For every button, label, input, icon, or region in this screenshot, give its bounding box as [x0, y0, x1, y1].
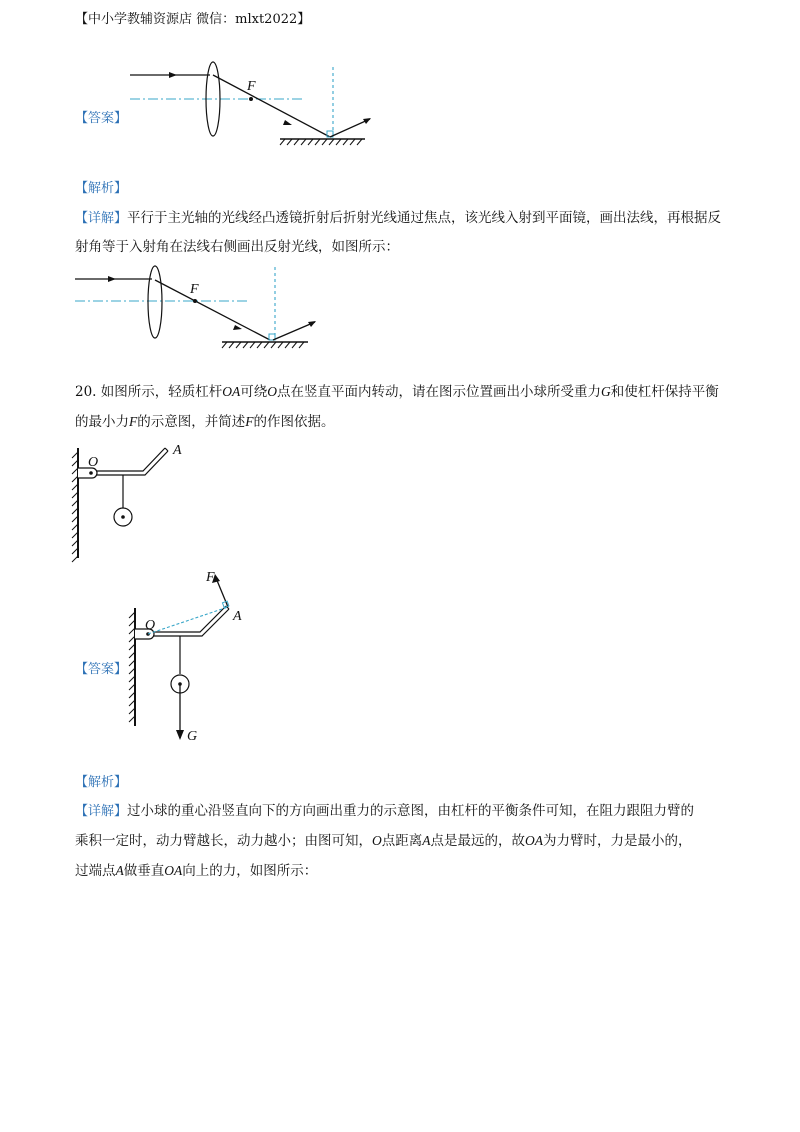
- end-label: A: [173, 443, 182, 458]
- page-header: 【中小学教辅资源店 微信：mlxt2022】: [75, 12, 311, 27]
- q-var: F: [245, 414, 254, 429]
- detail-line-1: [75, 797, 725, 826]
- focus-label: F: [247, 79, 256, 94]
- q-var: O: [372, 833, 382, 848]
- detail-text: 过小球的重心沿竖直向下的方向画出重力的示意图，由杠杆的平衡条件可知，在阻力跟阻力臂的: [127, 803, 695, 819]
- q-var: OA: [222, 384, 241, 399]
- q19-detail-text: 平行于主光轴的光线经凸透镜折射后折射光线通过焦点，该光线入射到平面镜，画出法线，再根据反射角等于入射角在法线右侧画出反射光线，如图所示：: [75, 210, 722, 255]
- q-var: A: [422, 833, 431, 848]
- q19-answer-diagram: [125, 55, 385, 155]
- q20-answer-tag: 【答案】: [75, 662, 128, 677]
- q19-detail: [75, 204, 725, 262]
- detail-text: 乘积一定时，动力臂越长，动力越小；由图可知，: [75, 833, 372, 849]
- q-text: 的示意图，并简述: [137, 414, 246, 430]
- q-text: 和使杠杆保持平衡的最小力: [75, 384, 719, 430]
- q20-detail: [75, 797, 725, 886]
- end-label: A: [233, 609, 242, 624]
- q20-analysis-tag: 【解析】: [75, 775, 128, 790]
- detail-text: 做垂直: [123, 863, 165, 879]
- q-var: A: [115, 863, 124, 878]
- detail-text: 向上的力，如图所示：: [182, 863, 318, 879]
- gravity-label: G: [187, 729, 198, 744]
- q-text: 点在竖直平面内转动，请在图示位置画出小球所受重力: [277, 384, 602, 400]
- detail-text: 为力臂时，力是最小的，: [543, 833, 692, 849]
- q19-detail-diagram: [70, 262, 330, 357]
- force-label: F: [206, 570, 215, 585]
- q-var: OA: [525, 833, 543, 848]
- q20-answer-diagram: [125, 568, 275, 748]
- detail-text: 点是最远的，故: [430, 833, 525, 849]
- q-var: OA: [164, 863, 183, 878]
- q20-question: [75, 377, 725, 437]
- detail-line-3: [75, 856, 725, 886]
- q19-detail-tag: 【详解】: [75, 211, 128, 226]
- q-var: O: [267, 384, 278, 399]
- q20-detail-tag: 【详解】: [75, 804, 128, 819]
- focus-label: F: [190, 282, 199, 297]
- q-text: 如图所示，轻质杠杆: [100, 384, 223, 400]
- q19-answer-tag: 【答案】: [75, 111, 128, 126]
- q20-question-diagram: [70, 440, 210, 565]
- detail-line-2: [75, 826, 725, 856]
- q19-analysis-tag: 【解析】: [75, 181, 128, 196]
- detail-text: 点距离: [381, 833, 423, 849]
- pivot-label: O: [145, 618, 156, 633]
- q-var: F: [129, 414, 138, 429]
- q-text: 可绕: [240, 384, 268, 400]
- q-text: 的作图依据。: [253, 414, 335, 430]
- pivot-label: O: [88, 455, 99, 470]
- q-var: G: [601, 384, 611, 399]
- detail-text: 过端点: [75, 863, 116, 879]
- question-number: 20.: [75, 384, 97, 400]
